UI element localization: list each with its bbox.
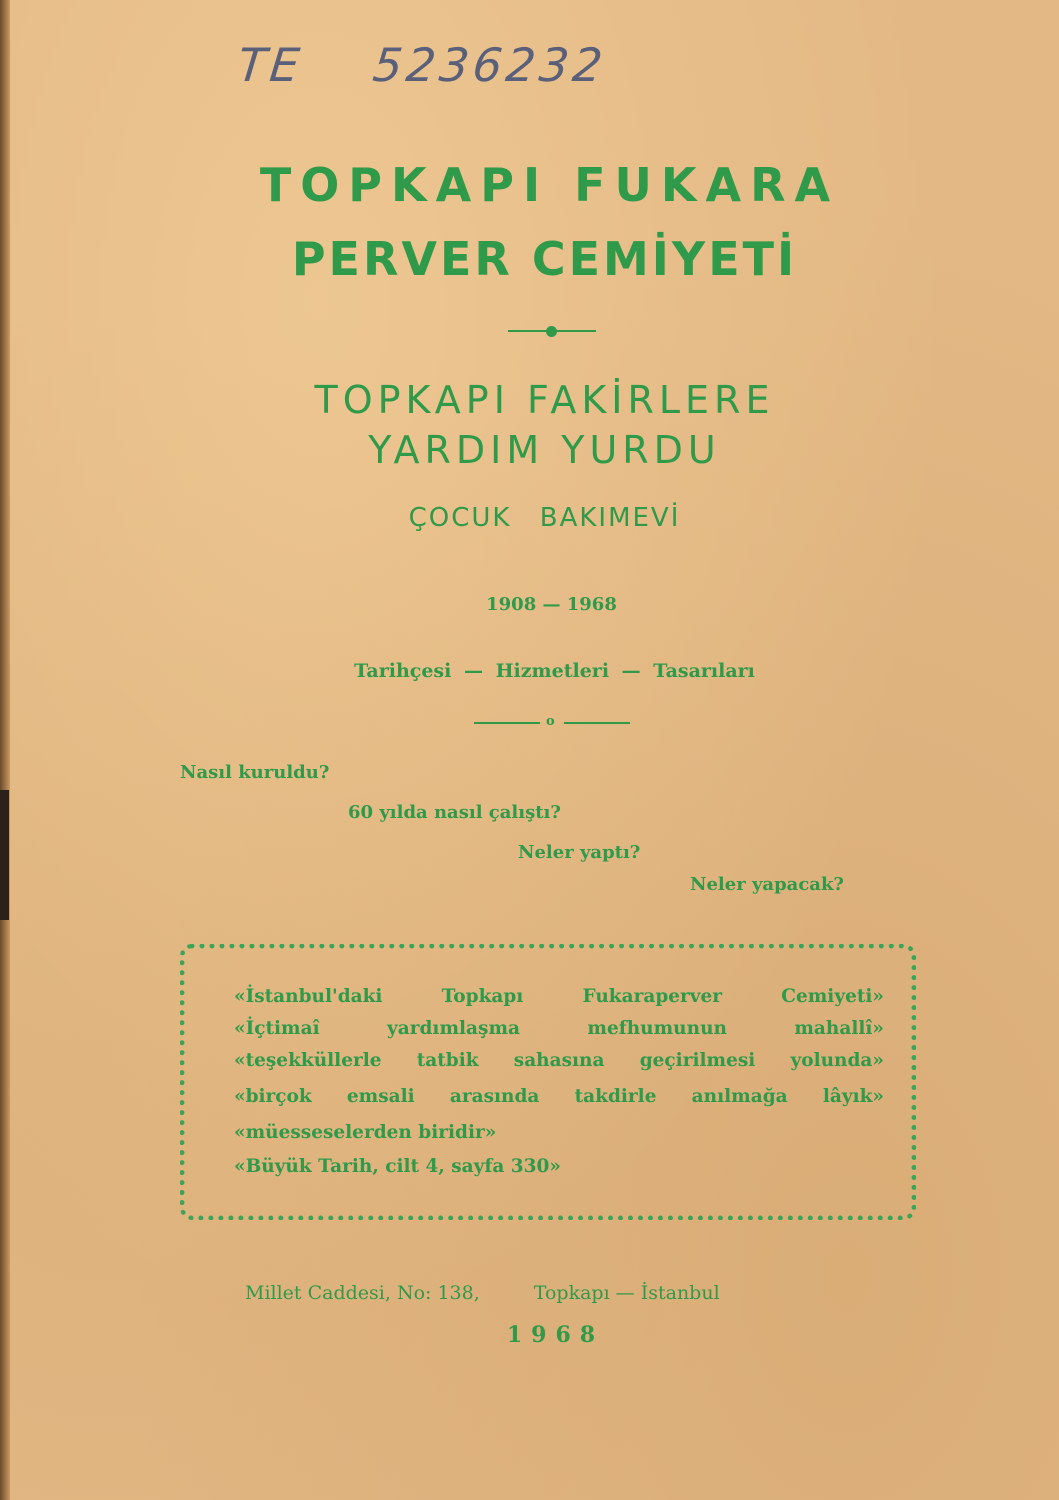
subtitle-line-3: ÇOCUK BAKIMEVİ (408, 503, 681, 533)
divider-dot (546, 326, 557, 337)
divider-mark: o (546, 714, 555, 729)
dot-divider (508, 324, 596, 338)
quote-line-2: «İçtimaî yardımlaşma mefhumunun mahallî» (234, 1018, 884, 1039)
publication-year: 1968 (506, 1322, 605, 1348)
question-4: Neler yapacak? (690, 874, 844, 895)
title-line-1: TOPKAPI FUKARA (259, 158, 840, 212)
subtitle-line-1: TOPKAPI FAKİRLERE (314, 378, 775, 422)
handwritten-catalog-number (235, 38, 609, 92)
o-divider (474, 714, 632, 732)
spine-edge (0, 0, 10, 1500)
publisher-address (245, 1282, 720, 1304)
catalog-prefix: TE (235, 38, 307, 92)
address-street: Millet Caddesi, No: 138, (245, 1282, 480, 1304)
divider-line-right (564, 722, 630, 724)
topics-line: Tarihçesi — Hizmetleri — Tasarıları (354, 660, 755, 682)
address-city: Topkapı — İstanbul (533, 1282, 720, 1304)
question-3: Neler yaptı? (518, 842, 641, 863)
quote-line-4: «birçok emsali arasında takdirle anılmağa lâyık» (234, 1086, 884, 1107)
divider-line-left (474, 722, 540, 724)
quote-line-1: «İstanbul'daki Topkapı Fukaraperver Cemiyeti» (234, 986, 884, 1007)
catalog-number: 5236232 (370, 38, 609, 92)
question-1: Nasıl kuruldu? (180, 762, 330, 783)
question-2: 60 yılda nasıl çalıştı? (348, 802, 561, 823)
year-range: 1908 — 1968 (486, 594, 617, 615)
title-line-2: PERVER CEMİYETİ (291, 232, 798, 286)
spine-tape (0, 790, 9, 920)
quote-source: «Büyük Tarih, cilt 4, sayfa 330» (234, 1156, 561, 1177)
quote-line-3: «teşekküllerle tatbik sahasına geçirilmesi yolunda» (234, 1050, 884, 1071)
quote-line-5: «müesseselerden biridir» (234, 1122, 497, 1143)
subtitle-line-2: YARDIM YURDU (368, 428, 721, 472)
